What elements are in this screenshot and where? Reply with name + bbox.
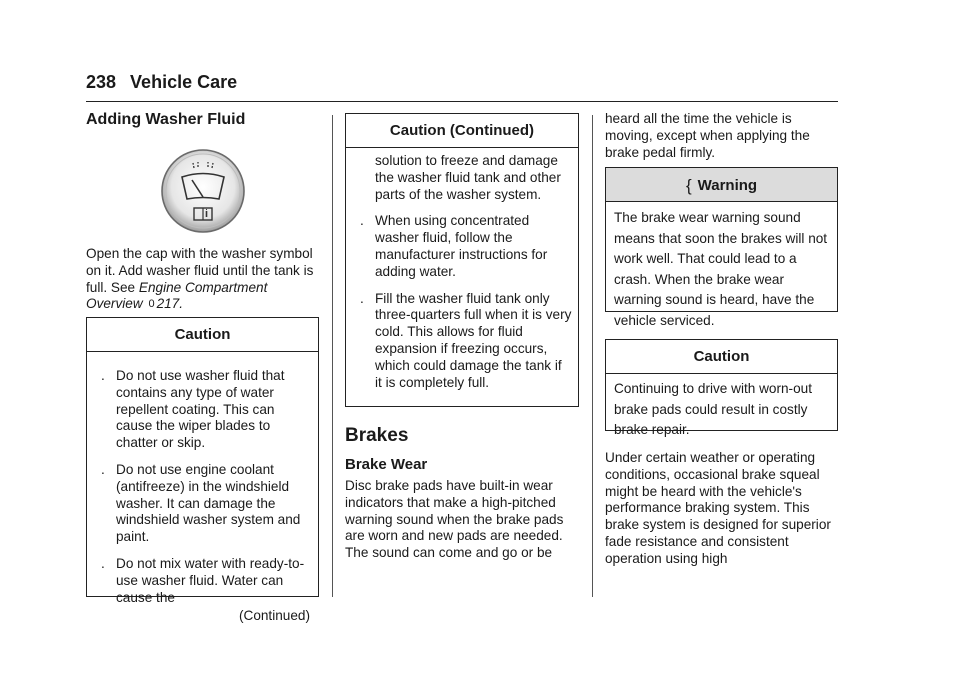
caution-box-continued [345,113,579,407]
caution-item: . Do not use engine coolant (antifreeze) in the windshield washer. It can damage the windshield washer system and paint. [101,461,301,545]
heading-brake-wear: Brake Wear [345,456,428,473]
warning-icon: { [685,176,692,195]
heading-brakes: Brakes [345,425,409,446]
caution-title: Caution [87,318,318,352]
caution-item: . Do not use washer fluid that contains any type of water repellent coating. This can cause the wiper blades to chatter or skip. [101,368,285,451]
washer-fluid-symbol-icon [160,148,246,234]
brake-wear-paragraph: Disc brake pads have built-in wear indicators that make a high-pitched warning sound when the brake pads are worn and new pads are needed. The sound can come and go or be [345,478,564,561]
washer-fluid-paragraph: Open the cap with the washer symbol on it. Add washer fluid until the tank is full. See Engine Compartment Overview 0 217. [86,246,314,312]
engine-compartment-link[interactable]: Engine Compartment Overview [86,279,268,312]
page-ref-number: 217 [156,296,180,312]
section-title: Vehicle Care [130,72,238,92]
column-divider-1 [332,115,333,597]
warning-text: The brake wear warning sound means that soon the brakes will not work well. That could lead to a crash. When the brake wear warning sound is heard, have the vehicle serviced. [614,210,828,328]
heading-adding-washer-fluid: Adding Washer Fluid [86,111,246,128]
page-header [86,72,237,93]
caution-brakes-text: Continuing to drive with worn-out brake pads could result in costly brake repair. [614,381,812,437]
caution-continued-lead: solution to freeze and damage the washer fluid tank and other parts of the washer system. [375,153,561,202]
warning-header [606,168,837,202]
warning-title: Warning [697,177,758,194]
caution-brakes-title: Caution [606,340,837,374]
brake-squeal-paragraph: Under certain weather or operating conditions, occasional brake squeal might be heard with the vehicle's performance braking system. This brake system is designed for superior fade resistance and consistent operation using high [605,450,831,566]
caution-box-washer [86,317,319,624]
brake-sound-paragraph: heard all the time the vehicle is moving, except when applying the brake pedal firmly. [605,111,810,160]
caution-box-brakes [605,339,838,437]
column-divider-2 [592,115,593,597]
caution-item: . When using concentrated washer fluid, follow the manufacturer instructions for adding water. [360,213,548,279]
warning-box [605,167,838,328]
header-rule [86,101,838,102]
continued-label: (Continued) [238,608,310,624]
caution-item: . Fill the washer fluid tank only three-quarters full when it is very cold. This allows for fluid expansion if freezing occurs, which could damage the tank if it is completely full. [360,290,572,390]
page-number: 238 [86,72,117,92]
caution-continued-title: Caution (Continued) [346,114,578,148]
page-ref-icon: 0 [148,298,155,311]
caution-item: . Do not mix water with ready-to-use washer fluid. Water can cause the [101,555,305,605]
